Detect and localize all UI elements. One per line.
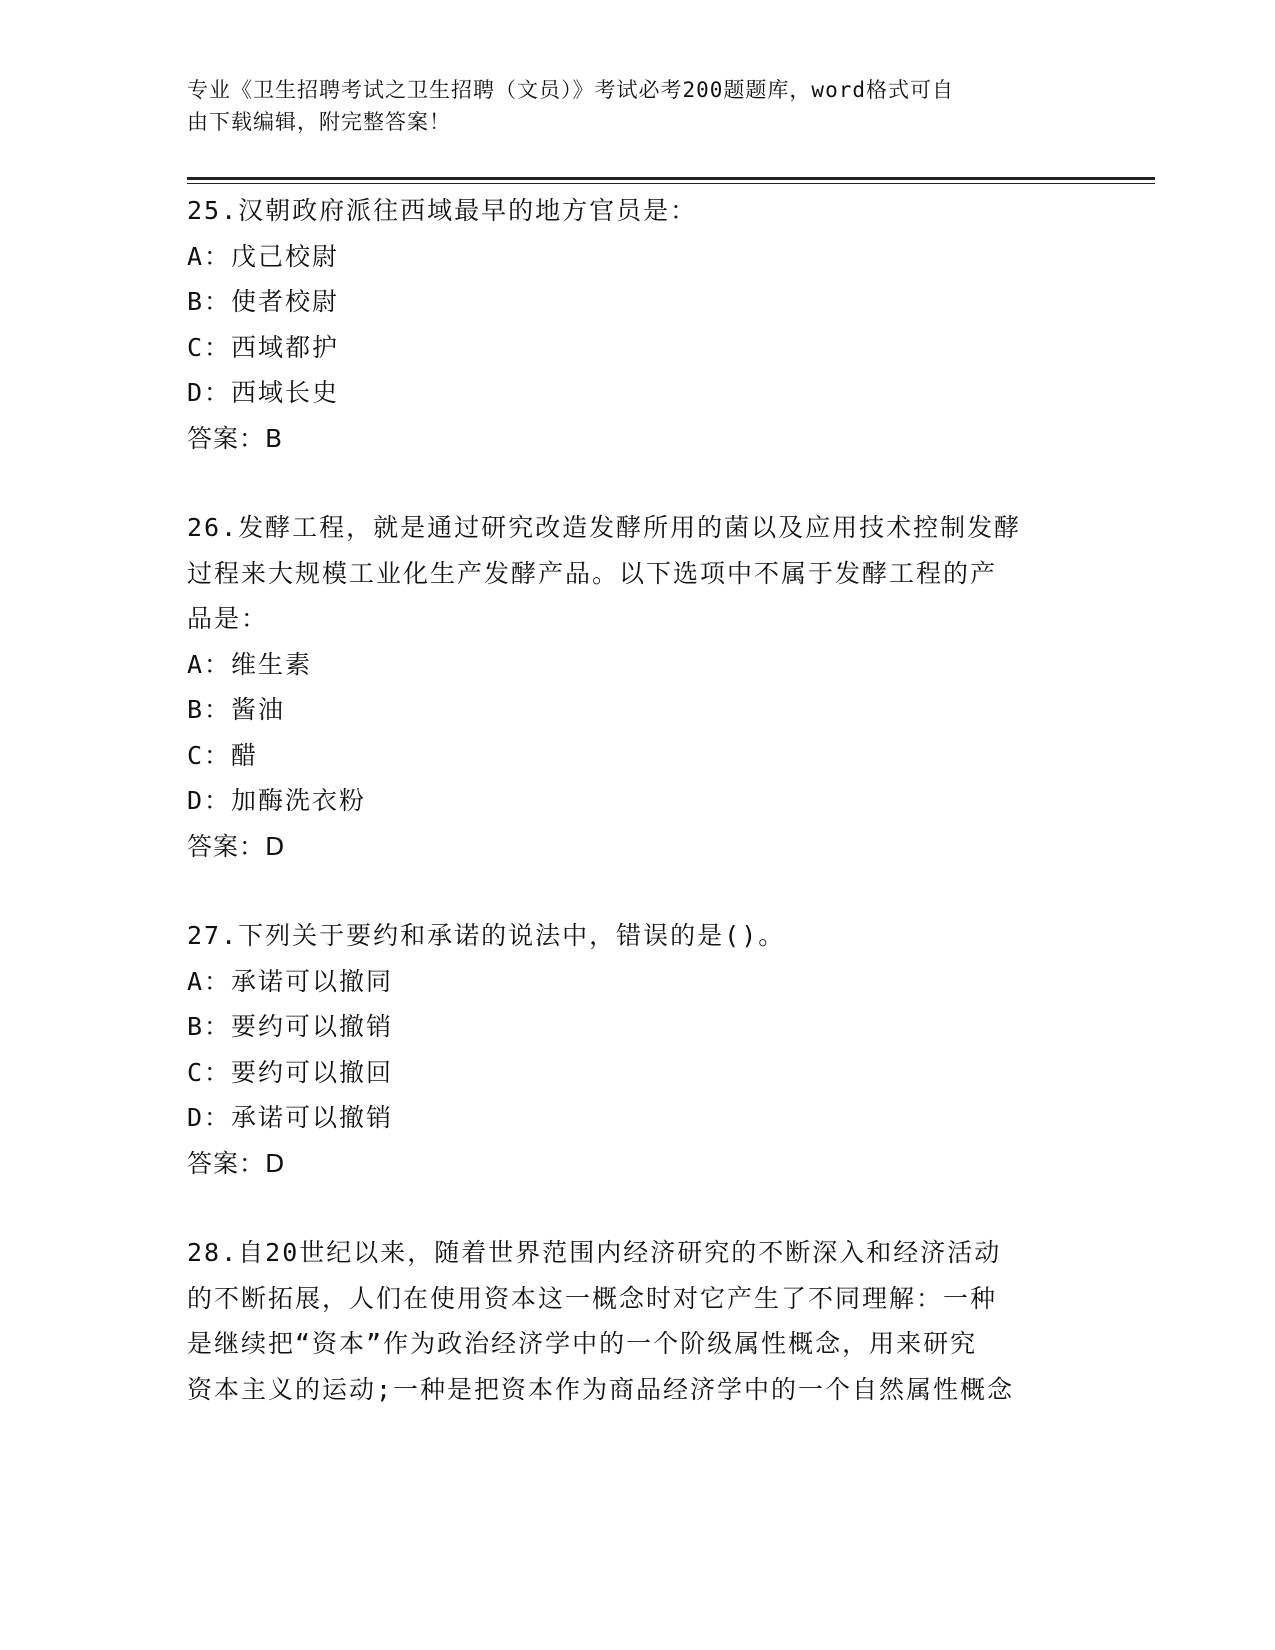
question-26 — [187, 505, 1087, 869]
option-a: A：承诺可以撤同 — [187, 966, 394, 996]
option-d: D：承诺可以撤销 — [187, 1103, 394, 1132]
option-d: D：加酶洗衣粉 — [187, 786, 367, 815]
option-b: B：酱油 — [187, 695, 286, 724]
question-text: 25.汉朝政府派往西域最早的地方官员是： — [187, 196, 698, 225]
option-c: C：醋 — [187, 740, 259, 770]
answer: 答案：B — [187, 423, 284, 453]
question-text: 的不断拓展，人们在使用资本这一概念时对它产生了不同理解：一种 — [187, 1283, 998, 1313]
option-a: A：维生素 — [187, 649, 313, 679]
question-text: 是继续把“资本”作为政治经济学中的一个阶级属性概念，用来研究 — [187, 1329, 978, 1358]
question-27 — [187, 913, 1087, 1186]
header-line-1: 专业《卫生招聘考试之卫生招聘（文员）》考试必考200题题库，word格式可自 — [187, 78, 954, 102]
question-list — [187, 188, 1087, 1456]
header-rule-thin — [187, 183, 1155, 184]
question-text: 品是： — [187, 604, 269, 633]
question-text: 27.下列关于要约和承诺的说法中，错误的是()。 — [187, 921, 786, 950]
answer: 答案：D — [187, 831, 286, 861]
option-a: A：戊己校尉 — [187, 241, 340, 271]
question-28 — [187, 1230, 1087, 1412]
option-b: B：使者校尉 — [187, 287, 340, 316]
header-rule-thick — [187, 177, 1155, 180]
question-text: 28.自20世纪以来，随着世界范围内经济研究的不断深入和经济活动 — [187, 1238, 1002, 1267]
question-text: 26.发酵工程，就是通过研究改造发酵所用的菌以及应用技术控制发酵 — [187, 513, 1022, 542]
document-header — [187, 74, 1067, 138]
question-text: 过程来大规模工业化生产发酵产品。以下选项中不属于发酵工程的产 — [187, 558, 998, 588]
question-text: 资本主义的运动;一种是把资本作为商品经济学中的一个自然属性概念 — [187, 1374, 1015, 1404]
option-d: D：西域长史 — [187, 378, 340, 407]
answer: 答案：D — [187, 1148, 286, 1178]
header-line-2: 由下载编辑，附完整答案！ — [187, 110, 451, 134]
question-25 — [187, 188, 1087, 461]
option-c: C：要约可以撤回 — [187, 1057, 394, 1087]
option-b: B：要约可以撤销 — [187, 1012, 394, 1041]
option-c: C：西域都护 — [187, 332, 340, 362]
